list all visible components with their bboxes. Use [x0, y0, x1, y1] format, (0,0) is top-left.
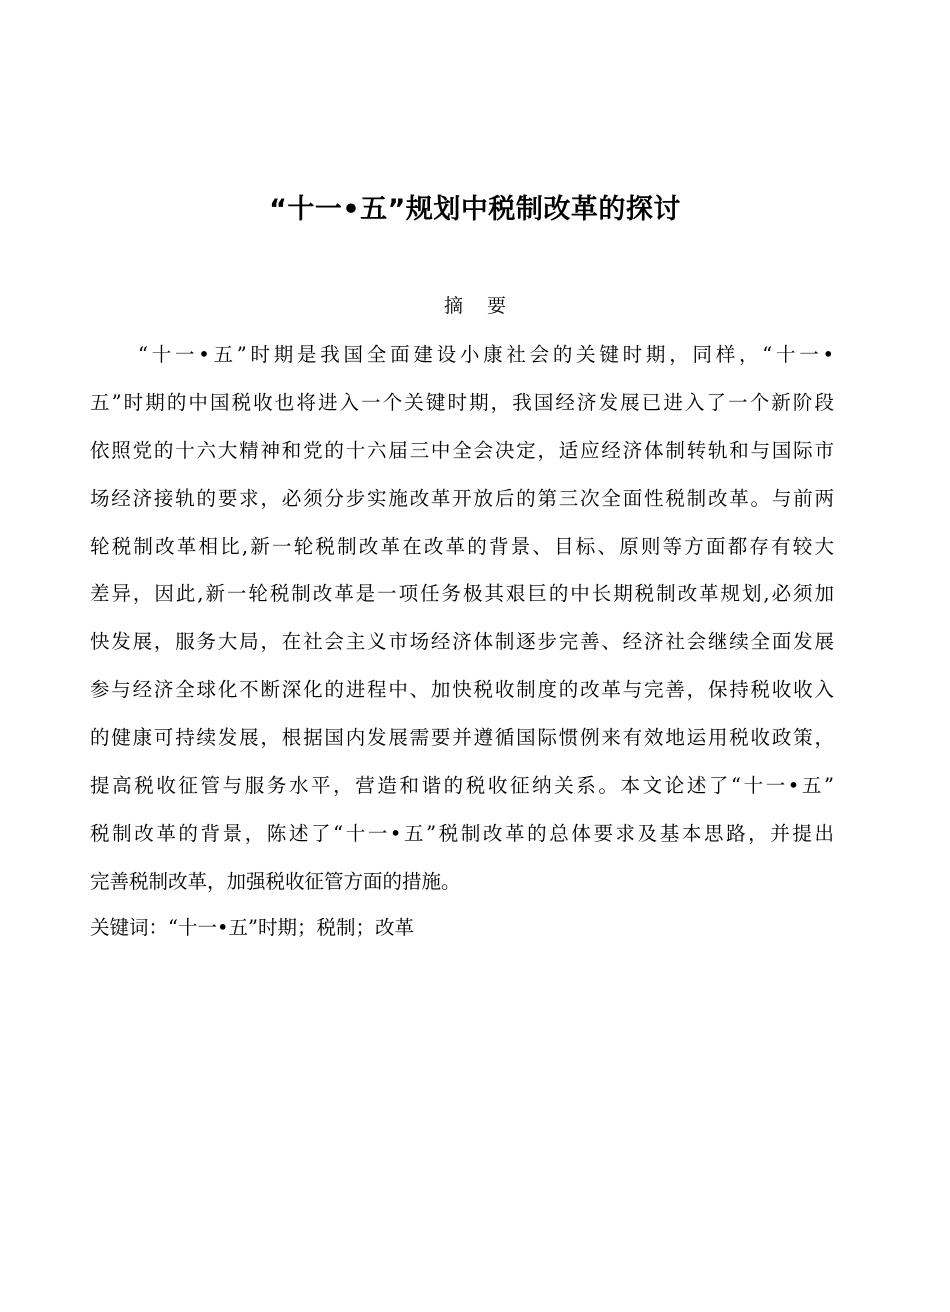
abstract-line: 税制改革的背景，陈述了“十一•五”税制改革的总体要求及基本思路，并提出 [90, 822, 834, 845]
abstract-line: 提高税收征管与服务水平，营造和谐的税收征纳关系。本文论述了“十一•五” [90, 774, 834, 797]
abstract-heading [0, 292, 950, 320]
abstract-line: 轮税制改革相比,新一轮税制改革在改革的背景、目标、原则等方面都存有较大 [90, 535, 834, 558]
abstract-line: 完善税制改革，加强税收征管方面的措施。 [90, 870, 461, 893]
keywords-line: 关键词：“十一•五”时期；税制；改革 [90, 916, 414, 939]
abstract-line: 的健康可持续发展，根据国内发展需要并遵循国际惯例来有效地运用税收政策， [90, 726, 834, 749]
document-title: “十一•五”规划中税制改革的探讨 [269, 194, 681, 225]
abstract-line: 参与经济全球化不断深化的进程中、加快税收制度的改革与完善，保持税收收入 [90, 678, 834, 701]
abstract-line: “十一•五”时期是我国全面建设小康社会的关键时期，同样，“十一• [138, 343, 834, 366]
abstract-heading-char-1: 摘 [443, 295, 463, 317]
abstract-line: 五”时期的中国税收也将进入一个关键时期，我国经济发展已进入了一个新阶段 [90, 391, 834, 414]
abstract-line: 依照党的十六大精神和党的十六届三中全会决定，适应经济体制转轨和与国际市 [90, 439, 834, 462]
abstract-line: 场经济接轨的要求，必须分步实施改革开放后的第三次全面性税制改革。与前两 [90, 487, 834, 510]
abstract-line: 差异，因此,新一轮税制改革是一项任务极其艰巨的中长期税制改革规划,必须加 [90, 582, 834, 605]
abstract-heading-char-2: 要 [487, 295, 507, 317]
abstract-line: 快发展，服务大局，在社会主义市场经济体制逐步完善、经济社会继续全面发展 [90, 630, 834, 653]
